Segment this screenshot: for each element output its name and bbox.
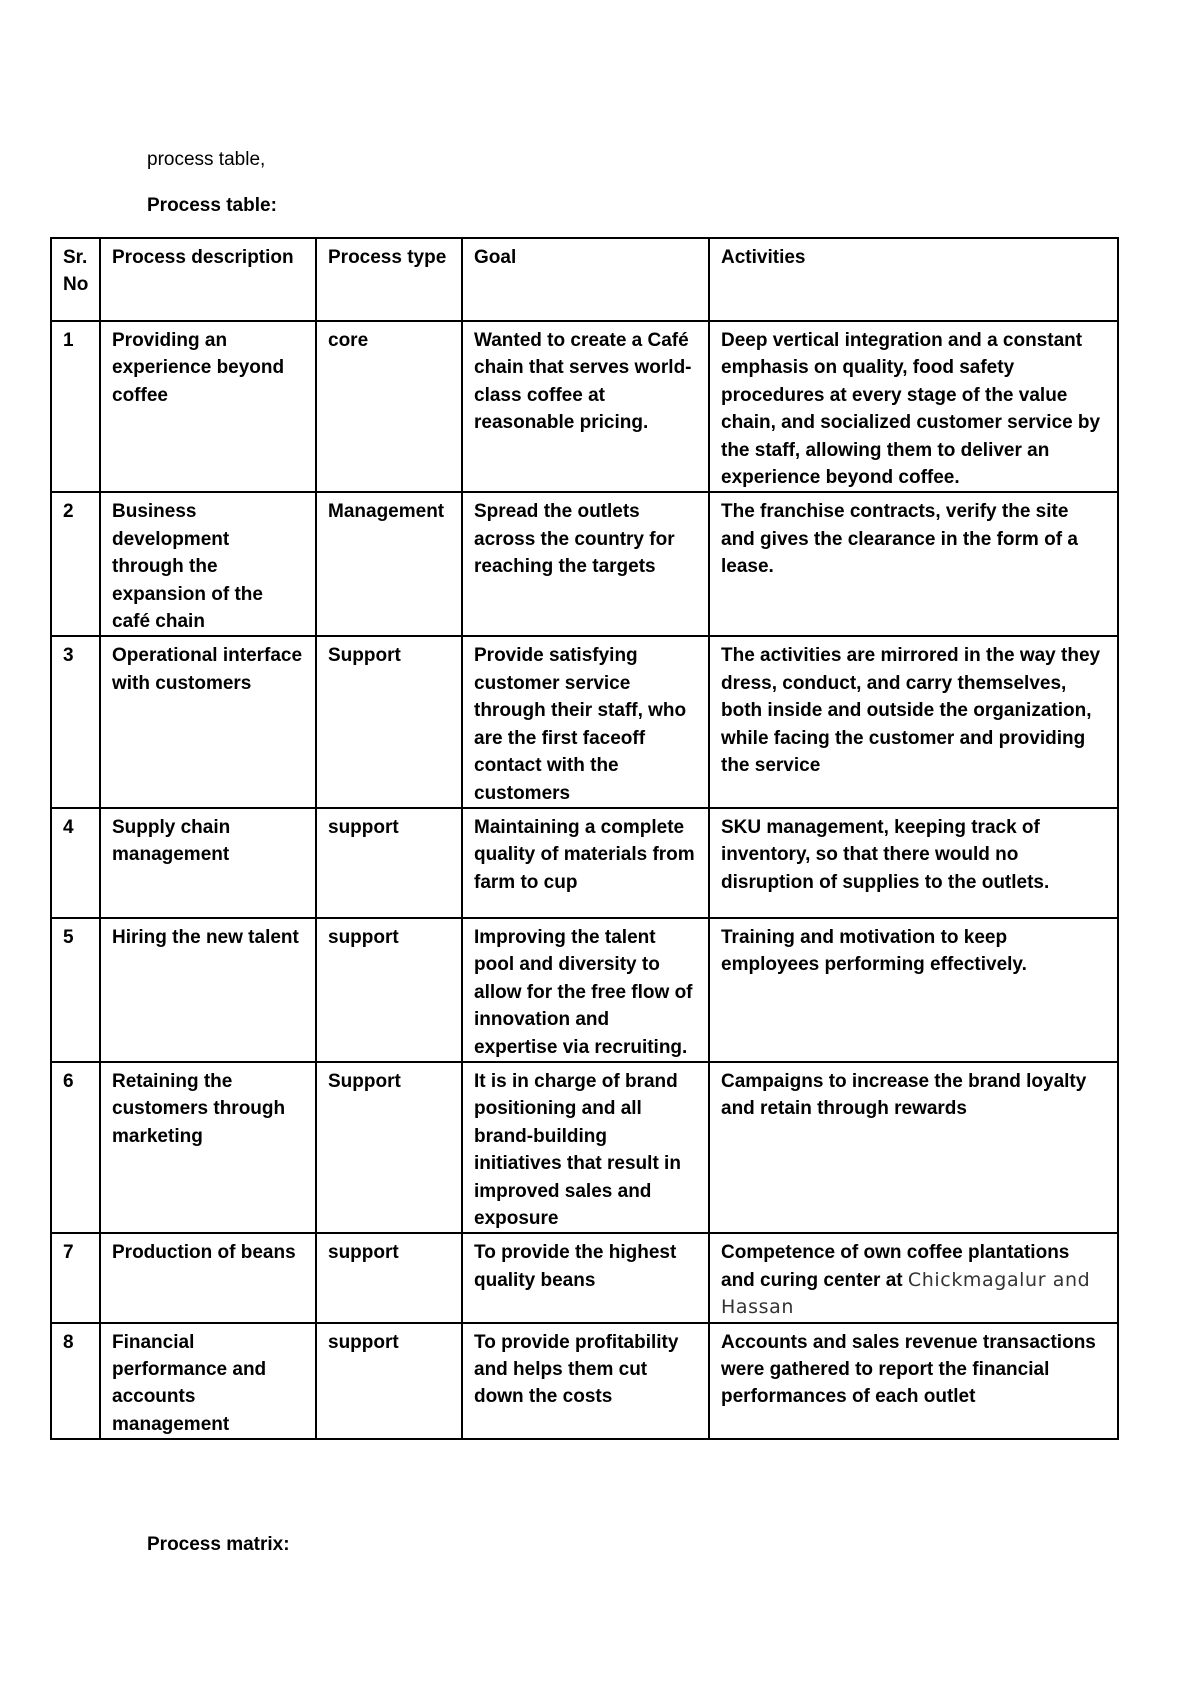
process-matrix-heading: Process matrix:: [147, 1534, 290, 1555]
cell-goal: Improving the talent pool and diversity to allow for the free flow of innovation and expertise via recruiting.: [462, 918, 709, 1062]
cell-activities: [709, 1233, 1118, 1322]
cell-sr: 3: [51, 636, 100, 807]
cell-type: support: [316, 918, 462, 1062]
cell-description: Supply chain management: [100, 808, 316, 918]
table-row: [51, 1062, 1118, 1233]
process-table-heading: Process table:: [147, 195, 277, 216]
cell-description: Operational interface with customers: [100, 636, 316, 807]
cell-description: Hiring the new talent: [100, 918, 316, 1062]
cell-sr: 6: [51, 1062, 100, 1233]
cell-activities: Training and motivation to keep employees performing effectively.: [709, 918, 1118, 1062]
cell-sr: 1: [51, 321, 100, 492]
cell-description: Financial performance and accounts management: [100, 1323, 316, 1440]
cell-activities: SKU management, keeping track of inventory, so that there would no disruption of supplies to the outlets.: [709, 808, 1118, 918]
cell-goal: Spread the outlets across the country for reaching the targets: [462, 492, 709, 636]
cell-goal: Wanted to create a Café chain that serves world-class coffee at reasonable pricing.: [462, 321, 709, 492]
cell-goal: To provide profitability and helps them cut down the costs: [462, 1323, 709, 1440]
table-row: [51, 1233, 1118, 1322]
cell-goal: Provide satisfying customer service through their staff, who are the first faceoff contact with the customers: [462, 636, 709, 807]
cell-type: support: [316, 808, 462, 918]
activities-place-name: Chickmagalur and Hassan: [721, 1268, 1091, 1319]
header-activities: Activities: [709, 238, 1118, 321]
cell-description: Business development through the expansion of the café chain: [100, 492, 316, 636]
intro-text: process table,: [147, 149, 266, 170]
cell-sr: 5: [51, 918, 100, 1062]
cell-activities: Deep vertical integration and a constant emphasis on quality, food safety procedures at every stage of the value chain, and socialized customer service by the staff, allowing them to deliver an experience beyond coffee.: [709, 321, 1118, 492]
cell-type: Management: [316, 492, 462, 636]
cell-type: Support: [316, 636, 462, 807]
header-process-type: Process type: [316, 238, 462, 321]
cell-goal: Maintaining a complete quality of materials from farm to cup: [462, 808, 709, 918]
cell-type: Support: [316, 1062, 462, 1233]
table-header-row: [51, 238, 1118, 321]
table-row: [51, 1323, 1118, 1440]
table-row: [51, 808, 1118, 918]
cell-sr: 8: [51, 1323, 100, 1440]
cell-sr: 2: [51, 492, 100, 636]
header-goal: Goal: [462, 238, 709, 321]
cell-activities: Campaigns to increase the brand loyalty and retain through rewards: [709, 1062, 1118, 1233]
cell-sr: 7: [51, 1233, 100, 1322]
cell-goal: It is in charge of brand positioning and all brand-building initiatives that result in improved sales and exposure: [462, 1062, 709, 1233]
cell-activities: Accounts and sales revenue transactions were gathered to report the financial performances of each outlet: [709, 1323, 1118, 1440]
table-row: [51, 321, 1118, 492]
cell-goal: To provide the highest quality beans: [462, 1233, 709, 1322]
header-process-description: Process description: [100, 238, 316, 321]
cell-description: Retaining the customers through marketing: [100, 1062, 316, 1233]
cell-type: support: [316, 1233, 462, 1322]
table-row: [51, 636, 1118, 807]
table-row: [51, 918, 1118, 1062]
cell-description: Providing an experience beyond coffee: [100, 321, 316, 492]
cell-description: Production of beans: [100, 1233, 316, 1322]
cell-activities: The activities are mirrored in the way they dress, conduct, and carry themselves, both inside and outside the organization, while facing the customer and providing the service: [709, 636, 1118, 807]
activities-text: Competence of own coffee plantations and curing center at: [721, 1242, 1070, 1291]
cell-type: core: [316, 321, 462, 492]
cell-activities: The franchise contracts, verify the site and gives the clearance in the form of a lease.: [709, 492, 1118, 636]
cell-type: support: [316, 1323, 462, 1440]
cell-sr: 4: [51, 808, 100, 918]
table-row: [51, 492, 1118, 636]
process-table: [50, 237, 1119, 1440]
header-sr-no: Sr. No: [51, 238, 100, 321]
